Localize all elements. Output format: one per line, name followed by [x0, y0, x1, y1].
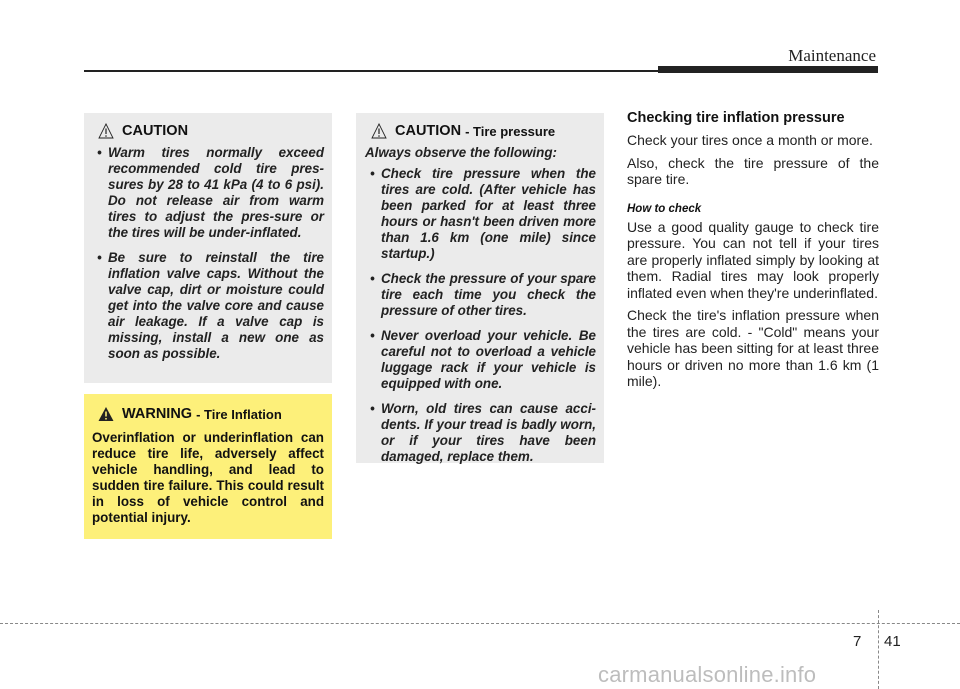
- caution-title: CAUTION: [395, 123, 462, 139]
- list-item: • Be sure to reinstall the tire inflation valve caps. Without the valve cap, dirt or moisture could get into the valve core and cause air leakage. If a valve cap is missing, install a new one as soon as possible.: [92, 250, 324, 362]
- caution-list: [365, 166, 596, 465]
- list-item: • Never overload your vehicle. Be careful not to overload a vehicle luggage rack if your vehicle is equipped with one.: [365, 328, 596, 392]
- list-item: • Worn, old tires can cause acci-dents. If your tread is badly worn, or if your tires have been damaged, replace them.: [365, 401, 596, 465]
- watermark: carmanualsonline.info: [598, 662, 817, 687]
- list-item: • Check tire pressure when the tires are cold. (After vehicle has been parked for at least three hours or hasn't been driven more than 1.6 km (one mile) since startup.): [365, 166, 596, 262]
- warning-body: Overinflation or underinflation can reduce tire life, adversely affect vehicle handling, and lead to sudden tire failure. This could result in loss of vehicle control and potential injury.: [92, 430, 324, 525]
- right-column: [627, 110, 879, 396]
- caution-box-left: [84, 113, 332, 383]
- warning-heading: [98, 404, 324, 424]
- warning-subtitle: - Tire Inflation: [196, 406, 282, 422]
- caution-triangle-icon: [371, 123, 387, 139]
- list-item: • Warm tires normally exceed recommended cold tire pres-sures by 28 to 41 kPa (4 to 6 psi). Do not release air from warm tires to adjust the pres-sure or the tires will be under-inflated.: [92, 145, 324, 241]
- page-number: 41: [884, 633, 901, 650]
- warning-title: WARNING: [122, 406, 193, 422]
- caution-box-tire-pressure: [356, 113, 604, 463]
- caution-triangle-icon: [98, 123, 114, 139]
- caution-title: CAUTION: [122, 123, 189, 139]
- caution-subtitle: - Tire pressure: [465, 123, 556, 139]
- header-bar: [658, 66, 878, 73]
- header-rule: [84, 70, 658, 72]
- footer-rule: [0, 623, 960, 624]
- subheading: How to check: [627, 202, 702, 215]
- caution-list: [92, 145, 324, 362]
- warning-triangle-icon: [98, 406, 114, 422]
- section-title: Maintenance: [788, 46, 876, 65]
- paragraph: Use a good quality gauge to check tire pressure. You can not tell if your tires are properly inflated simply by looking at them. Radial tires may look properly inflated even when they're underinflated.: [627, 218, 879, 301]
- caution-heading: [371, 121, 596, 141]
- section-heading: Checking tire inflation pressure: [627, 110, 845, 126]
- paragraph: Check the tire's inflation pressure when the tires are cold. - "Cold" means your vehicle has been sitting for at least three hours or driven no more than 1.6 km (1 mile).: [627, 307, 879, 389]
- paragraph: Check your tires once a month or more.: [627, 132, 873, 148]
- footer-divider: [878, 610, 879, 689]
- paragraph: Also, check the tire pressure of the spare tire.: [627, 154, 879, 187]
- chapter-number: 7: [853, 633, 862, 650]
- caution-intro: Always observe the following:: [365, 145, 557, 160]
- list-item: • Check the pressure of your spare tire each time you check the pressure of other tires.: [365, 271, 596, 319]
- caution-heading: [98, 121, 324, 141]
- warning-box: [84, 394, 332, 539]
